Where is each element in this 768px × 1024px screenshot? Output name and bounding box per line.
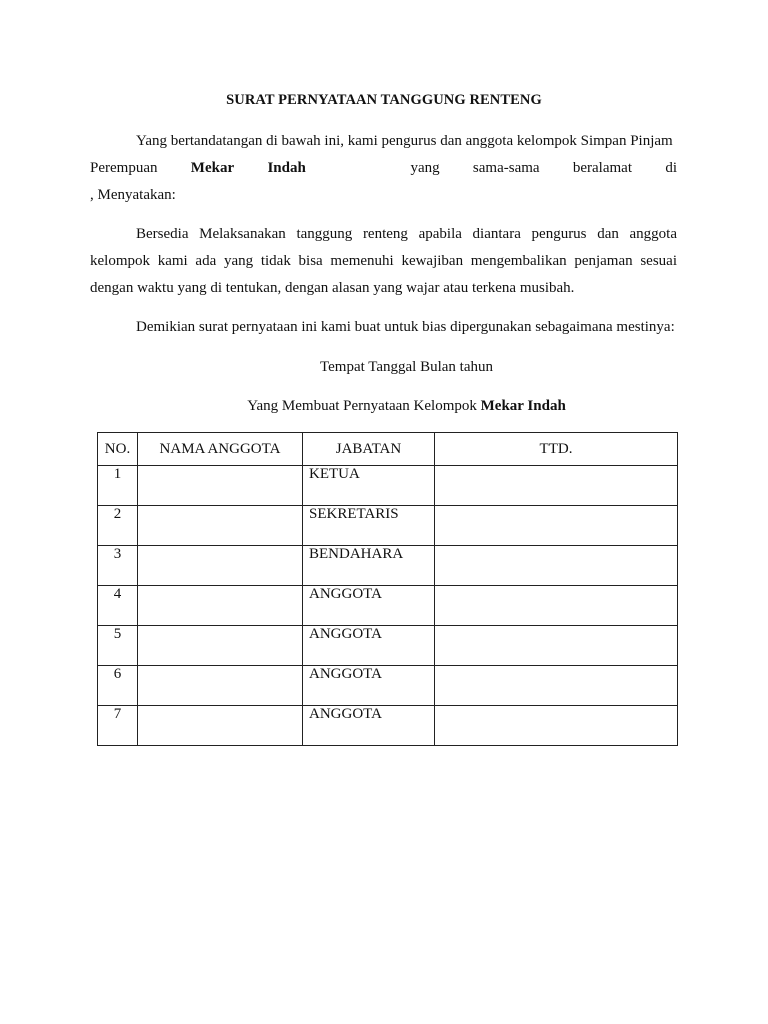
intro-line-1 xyxy=(90,128,677,155)
row-no: 7 xyxy=(98,706,138,746)
table-row xyxy=(98,666,678,706)
table-row xyxy=(98,706,678,746)
row-ttd-cell[interactable] xyxy=(435,506,678,546)
header-no: NO. xyxy=(98,433,138,466)
row-no: 4 xyxy=(98,586,138,626)
row-ttd-cell[interactable] xyxy=(435,466,678,506)
table-header-row xyxy=(98,433,678,466)
row-nama-cell[interactable] xyxy=(138,706,303,746)
statement-text: Bersedia Melaksanakan tanggung renteng apabila diantara pengurus dan anggota kelompok kami ada yang tidak bisa memenuhi kewajiban mengembalikan penjaman sesuai dengan waktu yang di tentukan, dengan alasan yang wajar atau terkena musibah. xyxy=(90,226,677,296)
row-nama-cell[interactable] xyxy=(138,666,303,706)
table-row xyxy=(98,506,678,546)
row-no: 1 xyxy=(98,466,138,506)
intro-line-3: , Menyatakan: xyxy=(90,187,176,203)
row-ttd-cell[interactable] xyxy=(435,666,678,706)
signed-by-prefix: Yang Membuat Pernyataan Kelompok xyxy=(247,398,477,414)
closing-text: Demikian surat pernyataan ini kami buat untuk bias dipergunakan sebagaimana mestinya: xyxy=(136,319,675,335)
intro-word: beralamat xyxy=(572,160,633,176)
statement-paragraph xyxy=(90,221,677,302)
row-no: 5 xyxy=(98,626,138,666)
intro-word: sama-sama xyxy=(472,160,540,176)
row-jabatan: KETUA xyxy=(303,466,435,506)
place-date-line: Tempat Tanggal Bulan tahun xyxy=(320,359,493,375)
members-table xyxy=(97,432,678,746)
intro-line-1-text: Yang bertandatangan di bawah ini, kami pengurus dan anggota kelompok Simpan Pinjam xyxy=(136,133,673,149)
group-name-word-1: Mekar xyxy=(190,160,235,176)
table-row xyxy=(98,586,678,626)
row-nama-cell[interactable] xyxy=(138,586,303,626)
row-jabatan: ANGGOTA xyxy=(303,666,435,706)
document-title: SURAT PERNYATAAN TANGGUNG RENTENG xyxy=(226,92,542,108)
intro-word: yang xyxy=(410,160,440,176)
row-nama-cell[interactable] xyxy=(138,626,303,666)
row-jabatan: ANGGOTA xyxy=(303,706,435,746)
signed-by-group-name: Mekar Indah xyxy=(480,398,566,414)
row-no: 2 xyxy=(98,506,138,546)
signed-by-line xyxy=(90,393,723,420)
intro-paragraph xyxy=(90,128,677,209)
intro-line-2 xyxy=(90,155,677,182)
row-ttd-cell[interactable] xyxy=(435,706,678,746)
header-ttd: TTD. xyxy=(435,433,678,466)
row-jabatan: ANGGOTA xyxy=(303,586,435,626)
table-row xyxy=(98,546,678,586)
row-nama-cell[interactable] xyxy=(138,506,303,546)
table-row xyxy=(98,466,678,506)
header-jabatan: JABATAN xyxy=(303,433,435,466)
row-jabatan: ANGGOTA xyxy=(303,626,435,666)
table-row xyxy=(98,626,678,666)
row-jabatan: SEKRETARIS xyxy=(303,506,435,546)
intro-word: di xyxy=(665,160,677,176)
row-nama-cell[interactable] xyxy=(138,546,303,586)
row-ttd-cell[interactable] xyxy=(435,546,678,586)
row-nama-cell[interactable] xyxy=(138,466,303,506)
row-jabatan: BENDAHARA xyxy=(303,546,435,586)
row-no: 6 xyxy=(98,666,138,706)
intro-word: Perempuan xyxy=(90,160,158,176)
row-ttd-cell[interactable] xyxy=(435,586,678,626)
row-ttd-cell[interactable] xyxy=(435,626,678,666)
closing-paragraph xyxy=(90,314,677,341)
row-no: 3 xyxy=(98,546,138,586)
header-nama-anggota: NAMA ANGGOTA xyxy=(138,433,303,466)
group-name-word-2: Indah xyxy=(267,160,306,176)
